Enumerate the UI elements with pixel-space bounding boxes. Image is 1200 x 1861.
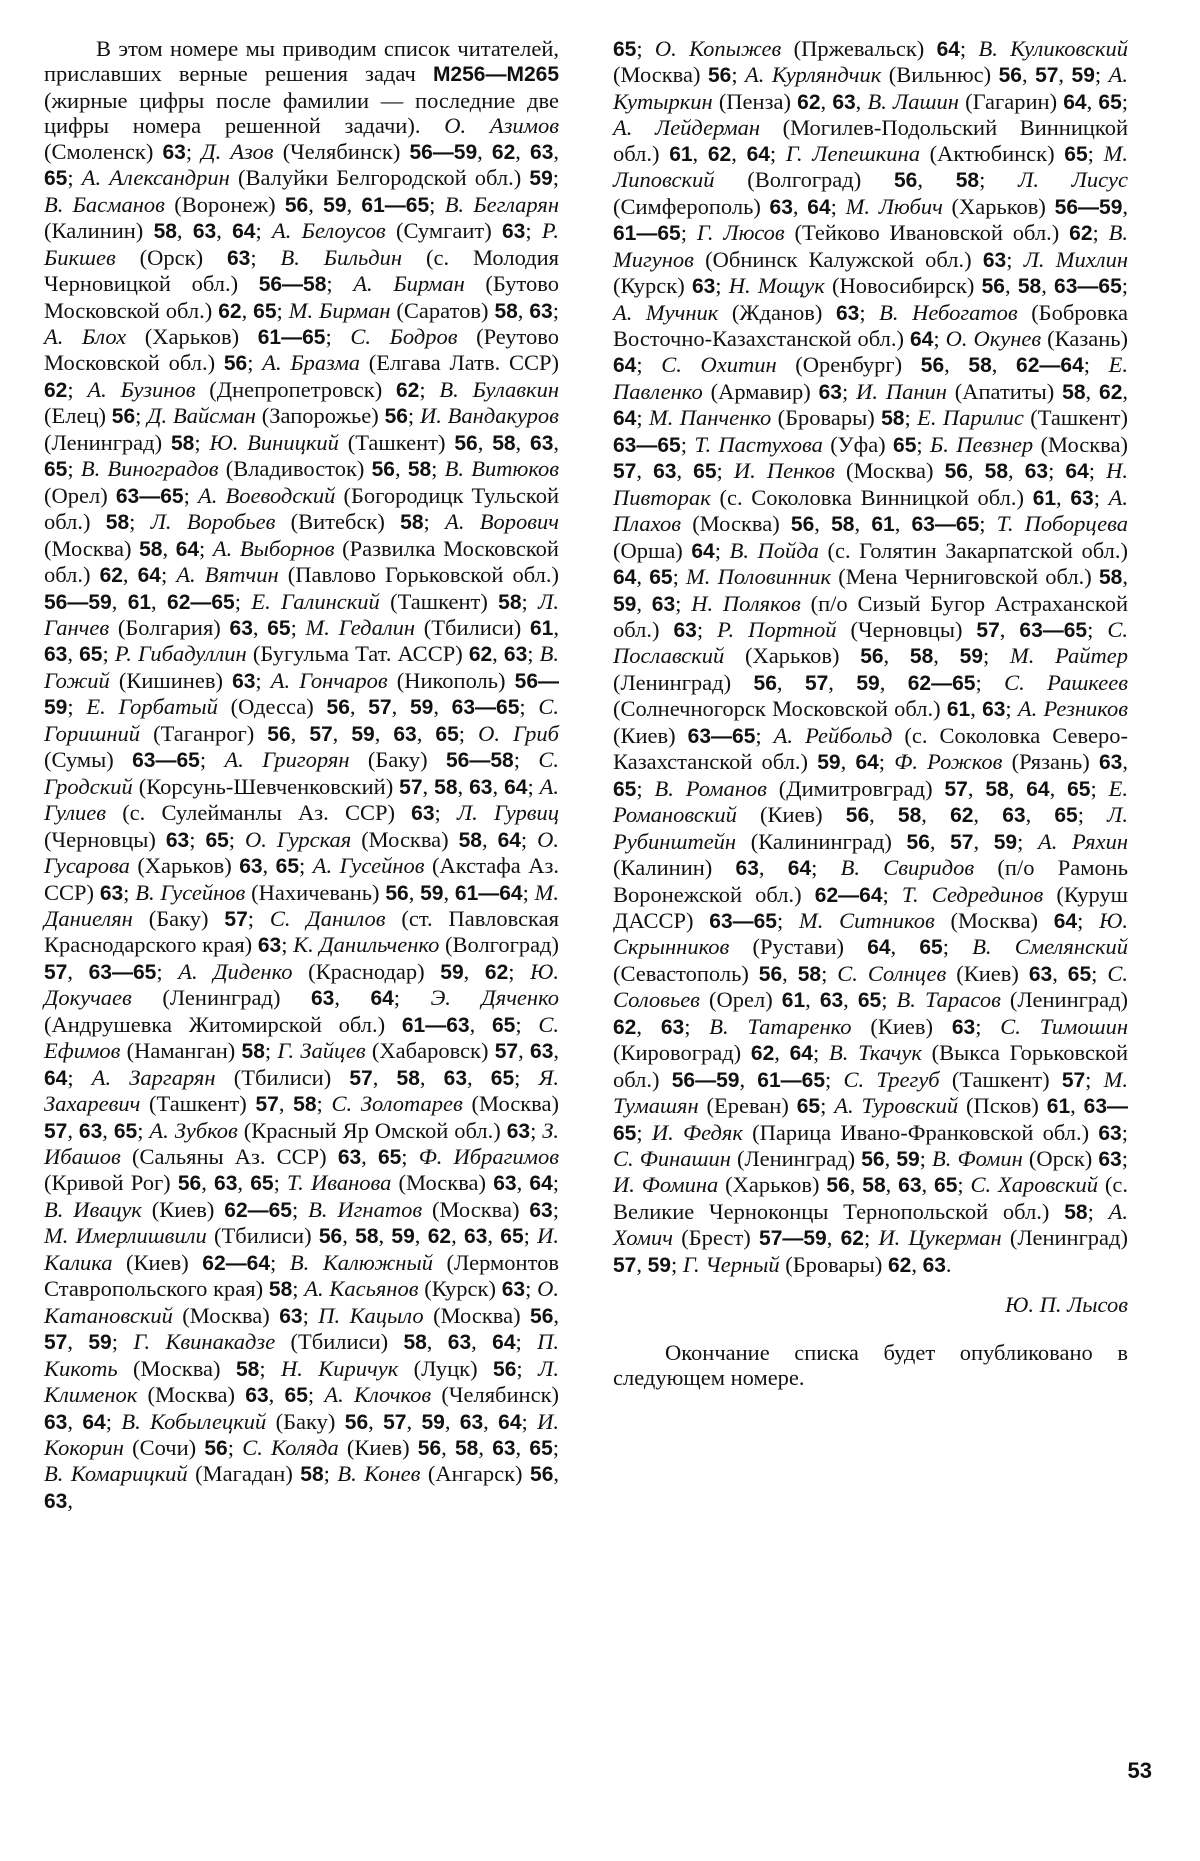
solvers-list-left: О. Азимов (Смоленск) 63; Д. Азов (Челябинск) 56—59, 62, 63, 65; А. Александрин (Валуйки Белгородской обл.) 59; В. Басманов (Воронеж) 56, 59, 61—65; В. Бегларян (Калинин) 58, 63, 64; А. Белоусов (Сумгаит) 63; Р. Бикшев (Орск) 63; В. Бильдин (с. Молодия Черновицкой обл.) 56—58; А. Бирман (Бутово Московской обл.) 62, 65; М. Бирман (Саратов) 58, 63; А. Блох (Харьков) 61—65; С. Бодров (Реутово Московской обл.) 56; А. Бразма (Елгава Латв. ССР) 62; А. Бузинов (Днепропетровск) 62; В. Булавкин (Елец) 56; Д. Вайсман (Запорожье) 56; И. Вандакуров (Ленинград) 58; Ю. Виницкий (Ташкент) 56, 58, 63, 65; В. Виноградов (Владивосток) 56, 58; В. Витюков (Орел) 63—65; А. Воеводский (Богородицк Тульской обл.) 58; Л. Воробьев (Витебск) 58; А. Ворович (Москва) 58, 64; А. Выборнов (Развилка Московской обл.) 62, 64; А. Вятчин (Павлово Горьковской обл.) 56—59, 61, 62—65; Е. Галинский (Ташкент) 58; Л. Ганчев (Болгария) 63, 65; М. Гедалин (Тбилиси) 61, 63, 65; Р. Гибадуллин (Бугульма Тат. АССР) 62, 63; В. Гожий (Кишинев) 63; А. Гончаров (Никополь) 56—59; Е. Горбатый (Одесса) 56, 57, 59, 63—65; С. Горишний (Таганрог) 56, 57, 59, 63, 65; О. Гриб (Сумы) 63—65; А. Григорян (Баку) 56—58; С. Гродский (Корсунь-Шевченковский) 57, 58, 63, 64; А. Гулиев (с. Сулейманлы Аз. ССР) 63; Л. Гурвиц (Черновцы) 63; 65; О. Гурская (Москва) 58, 64; О. Гусарова (Харьков) 63, 65; А. Гусейнов (Акстафа Аз. ССР) 63; В. Гусейнов (Нахичевань) 56, 59, 61—64; М. Даниелян (Баку) 57; С. Данилов (ст. Павловская Краснодарского края) 63; К. Данильченко (Волгоград) 57, 63—65; А. Диденко (Краснодар) 59, 62; Ю. Докучаев (Ленинград) 63, 64; Э. Дяченко (Андрушевка Житомирской обл.) 61—63, 65; С. Ефимов (Наманган) 58; Г. Зайцев (Хабаровск) 57, 63, 64; А. Заргарян (Тбилиси) 57, 58, 63, 65; Я. Захаревич (Ташкент) 57, 58; С. Золотарев (Москва) 57, 63, 65; А. Зубков (Красный Яр Омской обл.) 63; З. Ибашов (Сальяны Аз. ССР) 63, 65; Ф. Ибрагимов (Кривой Рог) 56, 63, 65; Т. Иванова (Москва) 63, 64; В. Ивацук (Киев) 62—65; В. Игнатов (Москва) 63; М. Имерлишвили (Тбилиси) 56, 58, 59, 62, 63, 65; И. Калика (Киев) 62—64; В. Калюжный (Лермонтов Ставропольского края) 58; А. Касьянов (Курск) 63; О. Катановский (Москва) 63; П. Кацыло (Москва) 56, 57, 59; Г. Квинакадзе (Тбилиси) 58, 63, 64; П. Кикоть (Москва) 58; Н. Киричук (Луцк) 56; Л. Клименок (Москва) 63, 65; А. Клочков (Челябинск) 63, 64; В. Кобылецкий (Баку) 56, 57, 59, 63, 64; И. Кокорин (Сочи) 56; С. Коляда (Киев) 56, 58, 63, 65; В. Комарицкий (Магадан) 58; В. Конев (Ангарск) 56, 63,	[44, 113, 560, 1513]
right-column	[613, 36, 1128, 1391]
solvers-list-right: 65; О. Копыжев (Пржевальск) 64; В. Куликовский (Москва) 56; А. Курляндчик (Вильнюс) 56, 57, 59; А. Кутыркин (Пенза) 62, 63, В. Лашин (Гагарин) 64, 65; А. Лейдерман (Могилев-Подольский Винницкой обл.) 61, 62, 64; Г. Лепешкина (Актюбинск) 65; М. Липовский (Волгоград) 56, 58; Л. Лисус (Симферополь) 63, 64; М. Любич (Харьков) 56—59, 61—65; Г. Люсов (Тейково Ивановской обл.) 62; В. Мигунов (Обнинск Калужской обл.) 63; Л. Михлин (Курск) 63; Н. Мощук (Новосибирск) 56, 58, 63—65; А. Мучник (Жданов) 63; В. Небогатов (Бобровка Восточно-Казахстанской обл.) 64; О. Окунев (Казань) 64; С. Охитин (Оренбург) 56, 58, 62—64; Е. Павленко (Армавир) 63; И. Панин (Апатиты) 58, 62, 64; М. Панченко (Бровары) 58; Е. Парилис (Ташкент) 63—65; Т. Пастухова (Уфа) 65; Б. Певзнер (Москва) 57, 63, 65; И. Пенков (Москва) 56, 58, 63; 64; Н. Пивторак (с. Соколовка Винницкой обл.) 61, 63; А. Плахов (Москва) 56, 58, 61, 63—65; Т. Поборцева (Орша) 64; В. Пойда (с. Голятин Закарпатской обл.) 64, 65; М. Половинник (Мена Черниговской обл.) 58, 59, 63; Н. Поляков (п/о Сизый Бугор Астраханской обл.) 63; Р. Портной (Черновцы) 57, 63—65; С. Пославский (Харьков) 56, 58, 59; М. Райтер (Ленинград) 56, 57, 59, 62—65; С. Рашкеев (Солнечногорск Московской обл.) 61, 63; А. Резников (Киев) 63—65; А. Рейбольд (с. Соколовка Северо-Казахстанской обл.) 59, 64; Ф. Рожков (Рязань) 63, 65; В. Романов (Димитровград) 57, 58, 64, 65; Е. Романовский (Киев) 56, 58, 62, 63, 65; Л. Рубинштейн (Калининград) 56, 57, 59; А. Ряхин (Калинин) 63, 64; В. Свиридов (п/о Рамонь Воронежской обл.) 62—64; Т. Седрединов (Куруш ДАССР) 63—65; М. Ситников (Москва) 64; Ю. Скрынников (Рустави) 64, 65; В. Смелянский (Севастополь) 56, 58; С. Солнцев (Киев) 63, 65; С. Соловьев (Орел) 61, 63, 65; В. Тарасов (Ленинград) 62, 63; В. Татаренко (Киев) 63; С. Тимошин (Кировоград) 62, 64; В. Ткачук (Выкса Горьковской обл.) 56—59, 61—65; С. Трегуб (Ташкент) 57; М. Тумашян (Ереван) 65; А. Туровский (Псков) 61, 63—65; И. Федяк (Парица Ивано-Франковской обл.) 63; С. Финашин (Ленинград) 56, 59; В. Фомин (Орск) 63; И. Фомина (Харьков) 56, 58, 63, 65; С. Харовский (с. Великие Черноконцы Тернопольской обл.) 58; А. Хомич (Брест) 57—59, 62; И. Цукерман (Ленинград) 57, 59; Г. Черный (Бровары) 62, 63.	[613, 36, 1129, 1277]
continuation-note: Окончание списка будет опубликовано в следующем номере.	[613, 1339, 1128, 1391]
author-signature: Ю. П. Лысов	[1005, 1292, 1128, 1318]
intro-paragraph: В этом номере мы приводим список читателей, приславших верные решения задач М256—М265 (жирные цифры после фамилии — последние две цифры номера решенной задачи).	[44, 36, 559, 139]
solvers-text-left	[44, 36, 559, 1514]
page-number: 53	[1127, 1758, 1152, 1783]
left-column	[44, 36, 559, 1514]
